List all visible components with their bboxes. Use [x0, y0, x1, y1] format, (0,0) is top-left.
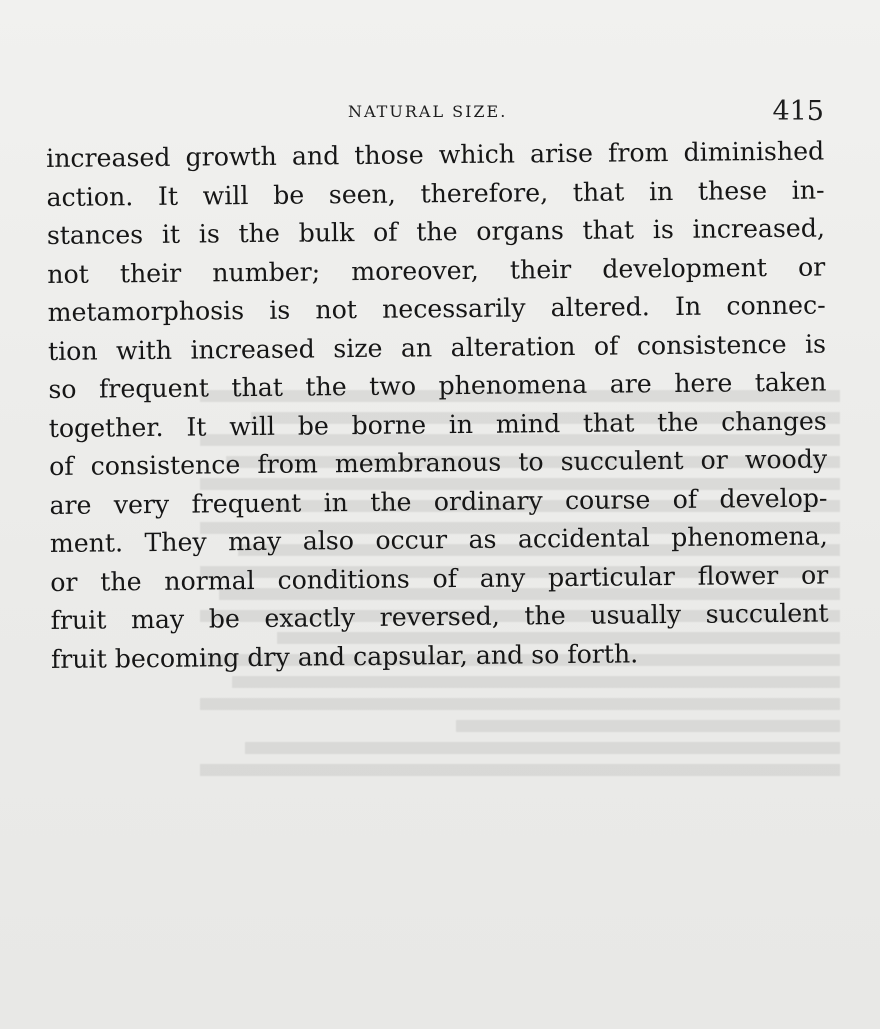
running-head: NATURAL SIZE.: [348, 102, 508, 121]
text-line: not their number; moreover, their development or: [47, 252, 826, 289]
text-line: fruit becoming dry and capsular, and so forth.: [50, 638, 639, 674]
text-line: ment. They may also occur as accidental phenomena,: [49, 521, 828, 558]
text-line: action. It will be seen, therefore, that in these in-: [46, 175, 825, 212]
text-line: increased growth and those which arise from diminished: [46, 136, 825, 173]
page-header: [0, 96, 880, 136]
text-line: stances it is the bulk of the organs that is increased,: [46, 213, 826, 250]
body-text: [46, 133, 829, 679]
text-line: or the normal conditions of any particular flower or: [50, 560, 829, 597]
page-number: 415: [772, 96, 824, 127]
text-line: so frequent that the two phenomena are here taken: [48, 367, 827, 404]
text-line: tion with increased size an alteration of consistence is: [47, 329, 827, 366]
text-line: together. It will be borne in mind that the changes: [48, 406, 827, 443]
text-line: are very frequent in the ordinary course of develop-: [49, 483, 828, 520]
text-line: fruit may be exactly reversed, the usually succulent: [50, 598, 829, 635]
text-line: of consistence from membranous to succulent or woody: [48, 444, 828, 481]
text-line: metamorphosis is not necessarily altered. In connec-: [47, 290, 826, 327]
